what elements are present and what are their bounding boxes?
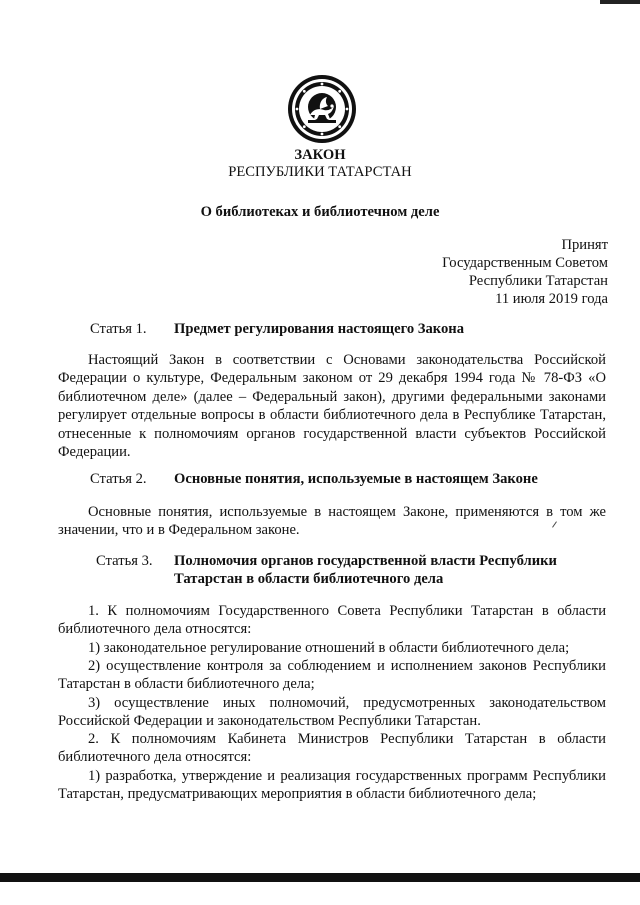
article-3-part-2-item-1 [58, 767, 606, 804]
article-3-part-1-item-3-text: 3) осуществление иных полномочий, предусмотренных законодательством Российской Федерации и законодательством Республики Татарстан. [58, 695, 606, 730]
article-3-part-2-text: 2. К полномочиям Кабинета Министров Республики Татарстан в области библиотечного дела относятся: [58, 731, 606, 766]
article-3-part-1-item-2 [58, 657, 606, 694]
article-2-title: Основные понятия, используемые в настоящем Законе [174, 471, 538, 487]
article-3-part-2-item-1-text: 1) разработка, утверждение и реализация государственных программ Республики Татарстан, предусматривающих мероприятия в области библиотечного дела; [58, 768, 606, 803]
document-title: ЗАКОН [294, 147, 346, 163]
article-2-number: Статья 2. [90, 471, 147, 487]
article-3-part-1-item-1-text: 1) законодательное регулирование отношений в области библиотечного дела; [88, 640, 570, 656]
coat-of-arms-emblem [286, 73, 358, 145]
adoption-line-1: Принят [561, 237, 608, 253]
article-3-part-1-item-1 [58, 639, 606, 657]
article-1-text [58, 351, 606, 461]
scan-edge-mark [600, 0, 640, 4]
article-1-number: Статья 1. [90, 321, 147, 337]
scan-bottom-border [0, 873, 640, 882]
article-3-number: Статья 3. [96, 553, 153, 569]
article-3-part-1-item-3 [58, 694, 606, 731]
article-1-body: Настоящий Закон в соответствии с Основами законодательства Российской Федерации о культуре, Федеральным законом от 29 декабря 1994 года № 78-ФЗ «О библиотечном деле» (далее – Федеральный закон), другими федеральными законами регулирует отдельные вопросы в области библиотечного дела в Республике Татарстан, отнесенные к полномочиям органов государственной власти субъектов Российской Федерации. [58, 352, 606, 461]
article-3-part-1-item-2-text: 2) осуществление контроля за соблюдением и исполнением законов Республики Татарстан в области библиотечного дела; [58, 658, 606, 693]
article-3-title-line-2: Татарстан в области библиотечного дела [174, 571, 444, 587]
adoption-line-2: Государственным Советом [442, 255, 608, 271]
article-3-part-2 [58, 730, 606, 767]
article-2-body: Основные понятия, используемые в настоящем Законе, применяются в том же значении, что и в Федеральном законе. [58, 504, 606, 539]
article-2-text [58, 503, 606, 540]
article-3-title-line-1: Полномочия органов государственной власти Республики [174, 553, 557, 569]
law-name: О библиотеках и библиотечном деле [200, 204, 440, 220]
article-3-part-1 [58, 602, 606, 639]
article-3-part-1-text: 1. К полномочиям Государственного Совета Республики Татарстан в области библиотечного дела относятся: [58, 603, 606, 638]
adoption-date: 11 июля 2019 года [495, 291, 608, 307]
article-1-title: Предмет регулирования настоящего Закона [174, 321, 465, 337]
document-subtitle: РЕСПУБЛИКИ ТАТАРСТАН [228, 164, 412, 180]
adoption-line-3: Республики Татарстан [468, 273, 608, 289]
